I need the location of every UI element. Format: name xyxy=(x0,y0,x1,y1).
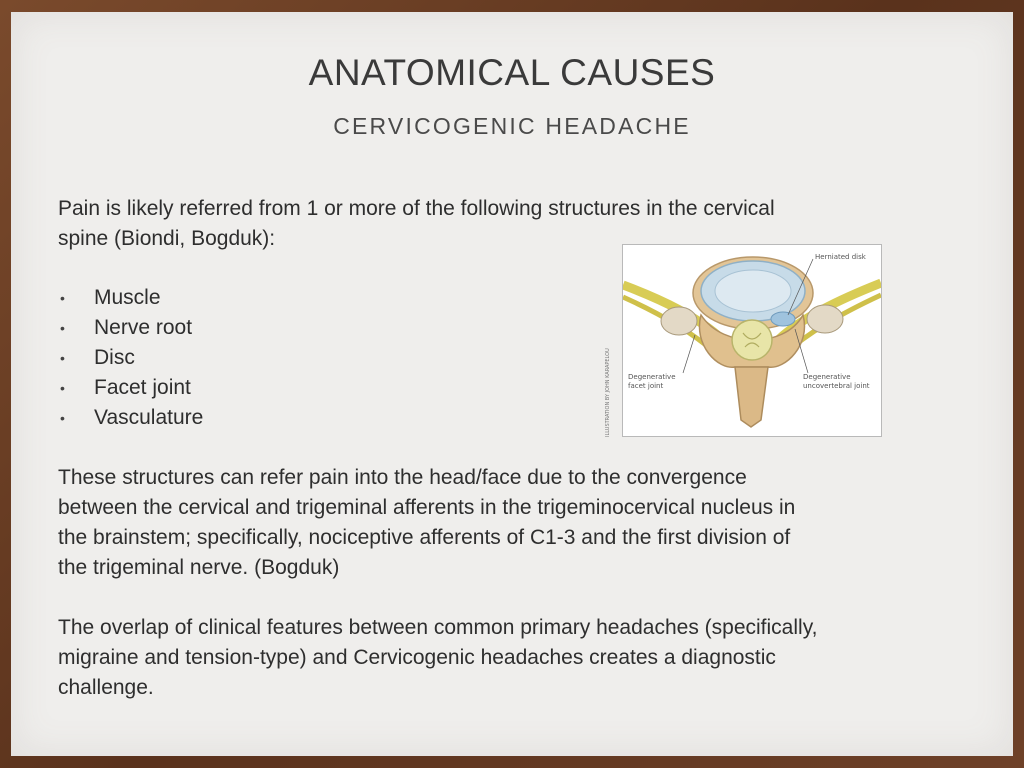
convergence-paragraph xyxy=(58,463,795,583)
left-facet-joint xyxy=(661,307,697,335)
label-uncovertebral-line1: Degenerative xyxy=(803,373,851,381)
paragraph-line: between the cervical and trigeminal afferents in the trigeminocervical nucleus in xyxy=(58,496,796,519)
facet-leader xyxy=(683,335,695,373)
list-item-label: Disc xyxy=(94,346,135,369)
list-item xyxy=(60,283,203,313)
right-facet-joint xyxy=(807,305,843,333)
label-herniated-disk: Herniated disk xyxy=(815,253,866,261)
herniation xyxy=(771,312,795,326)
list-item xyxy=(60,403,203,433)
label-facet-line2: facet joint xyxy=(628,382,664,390)
slide-subtitle: CERVICOGENIC HEADACHE xyxy=(333,113,691,139)
paragraph-line: the brainstem; specifically, nociceptive afferents of C1-3 and the first division of xyxy=(58,526,791,549)
intro-line: spine (Biondi, Bogduk): xyxy=(58,227,276,250)
paragraph-line: challenge. xyxy=(58,676,154,699)
disc-nucleus xyxy=(715,270,791,312)
slide-title: ANATOMICAL CAUSES xyxy=(308,52,716,93)
list-item xyxy=(60,343,203,373)
structure-bullet-list xyxy=(60,283,203,433)
list-item xyxy=(60,373,203,403)
paragraph-line: migraine and tension-type) and Cervicogenic headaches creates a diagnostic xyxy=(58,646,776,669)
list-item-label: Muscle xyxy=(94,286,161,309)
paragraph-line: the trigeminal nerve. (Bogduk) xyxy=(58,556,340,579)
intro-line: Pain is likely referred from 1 or more of the following structures in the cervical xyxy=(58,197,775,220)
vertebra-svg xyxy=(623,245,881,436)
list-item-label: Vasculature xyxy=(94,406,204,429)
paragraph-line: These structures can refer pain into the head/face due to the convergence xyxy=(58,466,747,489)
list-item-label: Facet joint xyxy=(94,376,191,399)
list-item xyxy=(60,313,203,343)
bullet-icon: • xyxy=(60,380,65,396)
bullet-icon: • xyxy=(60,410,65,426)
bullet-icon: • xyxy=(60,320,65,336)
bullet-icon: • xyxy=(60,290,65,306)
figure-credit: ILLUSTRATION BY JOHN KARAPELOU xyxy=(605,348,611,437)
list-item-label: Nerve root xyxy=(94,316,193,339)
paragraph-line: The overlap of clinical features between common primary headaches (specifically, xyxy=(58,616,818,639)
spinal-cord xyxy=(732,320,772,360)
spinous-process xyxy=(735,367,768,427)
label-facet-line1: Degenerative xyxy=(628,373,676,381)
vertebra-illustration xyxy=(622,244,882,437)
label-uncovertebral-line2: uncovertebral joint xyxy=(803,382,870,390)
bullet-icon: • xyxy=(60,350,65,366)
overlap-paragraph xyxy=(58,613,817,703)
